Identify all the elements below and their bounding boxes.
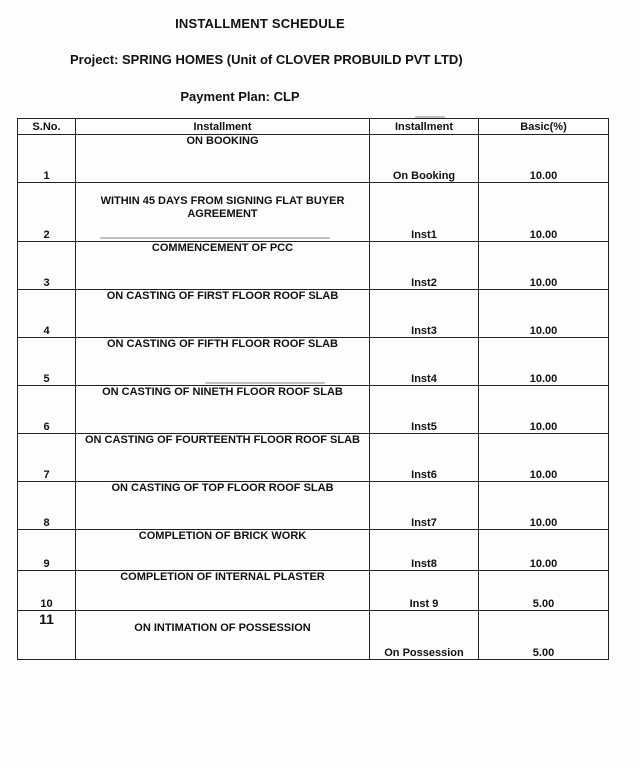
scan-smudge (415, 116, 445, 118)
table-row (18, 434, 609, 482)
row-installment-code: On Booking (370, 135, 479, 183)
row-installment-code: Inst7 (370, 482, 479, 530)
row-sno: 9 (18, 530, 76, 571)
row-basic-percent: 10.00 (479, 482, 609, 530)
row-sno: 11 (18, 611, 76, 660)
row-basic-percent: 10.00 (479, 242, 609, 290)
row-sno: 5 (18, 338, 76, 386)
row-description: ON BOOKING (76, 135, 370, 183)
scan-smudge (205, 382, 325, 384)
installment-schedule-table (17, 118, 609, 660)
row-sno: 8 (18, 482, 76, 530)
table-row (18, 386, 609, 434)
row-basic-percent: 10.00 (479, 530, 609, 571)
document-title: INSTALLMENT SCHEDULE (175, 16, 345, 31)
row-basic-percent: 10.00 (479, 434, 609, 482)
row-description: COMPLETION OF INTERNAL PLASTER (76, 571, 370, 611)
payment-plan-line: Payment Plan: CLP (180, 89, 300, 104)
row-description: ON CASTING OF NINETH FLOOR ROOF SLAB (76, 386, 370, 434)
row-basic-percent: 10.00 (479, 290, 609, 338)
row-basic-percent: 5.00 (479, 571, 609, 611)
row-installment-code: Inst8 (370, 530, 479, 571)
scan-smudge (100, 237, 330, 239)
table-row (18, 571, 609, 611)
row-basic-percent: 10.00 (479, 338, 609, 386)
row-sno: 1 (18, 135, 76, 183)
row-description: ON CASTING OF FOURTEENTH FLOOR ROOF SLAB (76, 434, 370, 482)
table-row (18, 242, 609, 290)
row-installment-code: Inst 9 (370, 571, 479, 611)
row-description: ON CASTING OF FIRST FLOOR ROOF SLAB (76, 290, 370, 338)
table-row (18, 530, 609, 571)
row-basic-percent: 10.00 (479, 386, 609, 434)
row-installment-code: Inst1 (370, 183, 479, 242)
row-sno: 10 (18, 571, 76, 611)
row-description: ON CASTING OF FIFTH FLOOR ROOF SLAB (76, 338, 370, 386)
row-installment-code: Inst6 (370, 434, 479, 482)
row-basic-percent: 5.00 (479, 611, 609, 660)
row-installment-code: Inst5 (370, 386, 479, 434)
row-description: COMPLETION OF BRICK WORK (76, 530, 370, 571)
row-installment-code: Inst4 (370, 338, 479, 386)
header-installment: Installment (76, 119, 370, 135)
row-description: ON CASTING OF TOP FLOOR ROOF SLAB (76, 482, 370, 530)
table-row (18, 183, 609, 242)
project-line: Project: SPRING HOMES (Unit of CLOVER PROBUILD PVT LTD) (70, 52, 463, 67)
row-installment-code: Inst2 (370, 242, 479, 290)
table-header-row (18, 119, 609, 135)
table-row (18, 611, 609, 660)
row-sno: 3 (18, 242, 76, 290)
table-row (18, 135, 609, 183)
row-installment-code: On Possession (370, 611, 479, 660)
row-description: COMMENCEMENT OF PCC (76, 242, 370, 290)
header-installment-code: Installment (370, 119, 479, 135)
row-sno: 7 (18, 434, 76, 482)
table-row (18, 482, 609, 530)
header-sno: S.No. (18, 119, 76, 135)
table-row (18, 338, 609, 386)
row-description: ON INTIMATION OF POSSESSION (76, 611, 370, 660)
table-row (18, 290, 609, 338)
header-basic-percent: Basic(%) (479, 119, 609, 135)
row-description: WITHIN 45 DAYS FROM SIGNING FLAT BUYER AGREEMENT (76, 183, 370, 242)
row-sno: 2 (18, 183, 76, 242)
row-basic-percent: 10.00 (479, 135, 609, 183)
row-sno: 4 (18, 290, 76, 338)
row-basic-percent: 10.00 (479, 183, 609, 242)
row-sno: 6 (18, 386, 76, 434)
row-installment-code: Inst3 (370, 290, 479, 338)
